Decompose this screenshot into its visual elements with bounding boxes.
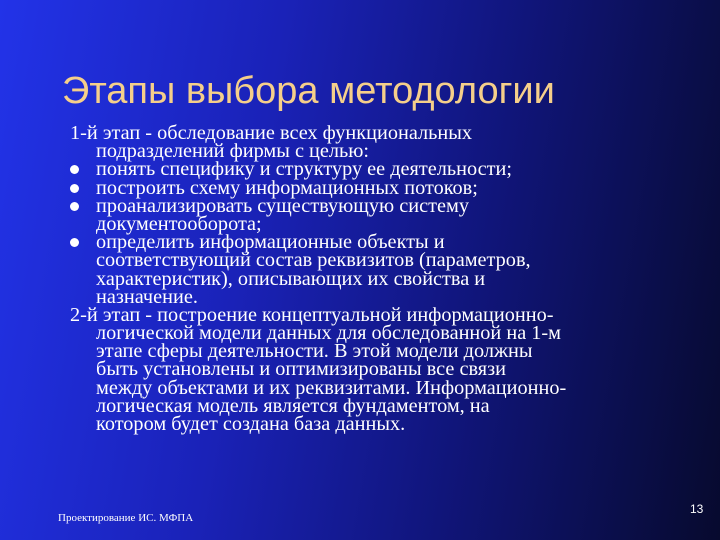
line-text: характеристик), описывающих их свойства и (96, 267, 486, 290)
line-text: 2-й этап - построение концептуальной информационно- (70, 303, 554, 326)
line-text: документооборота; (96, 212, 262, 235)
bullet-item (70, 194, 670, 217)
line-text: между объектами и их реквизитами. Информационно- (96, 376, 567, 399)
slide-footer: Проектирование ИС. МФПА (58, 512, 194, 524)
line-text: 1-й этап - обследование всех функциональных (70, 122, 472, 144)
line-text: логическая модель является фундаментом, на (96, 394, 490, 417)
line-text: понять специфику и структуру ее деятельности; (96, 158, 512, 181)
page-number: 13 (690, 502, 704, 516)
slide-title: Этапы выбора методологии (62, 70, 555, 112)
bullet-item (70, 231, 670, 254)
line-text: подразделений фирмы с целью: (96, 140, 370, 163)
line-text: построить схему информационных потоков; (96, 176, 478, 199)
line-text: котором будет создана база данных. (96, 413, 406, 435)
line-text: соответствующий состав реквизитов (параметров, (96, 249, 531, 272)
line-text: определить информационные объекты и (96, 231, 445, 254)
text-line (70, 415, 670, 433)
bullet-dot-icon (70, 202, 79, 211)
line-text: логической модели данных для обследованной на 1-м (96, 322, 562, 345)
line-text: проанализировать существующую систему (96, 194, 469, 217)
line-text: быть установлены и оптимизированы все связи (96, 358, 506, 381)
bullet-dot-icon (70, 184, 79, 193)
line-text: назначение. (96, 285, 198, 308)
line-text: этапе сферы деятельности. В этой модели должны (96, 340, 533, 363)
slide-body (70, 124, 670, 433)
bullet-dot-icon (70, 165, 79, 174)
bullet-dot-icon (70, 238, 79, 247)
